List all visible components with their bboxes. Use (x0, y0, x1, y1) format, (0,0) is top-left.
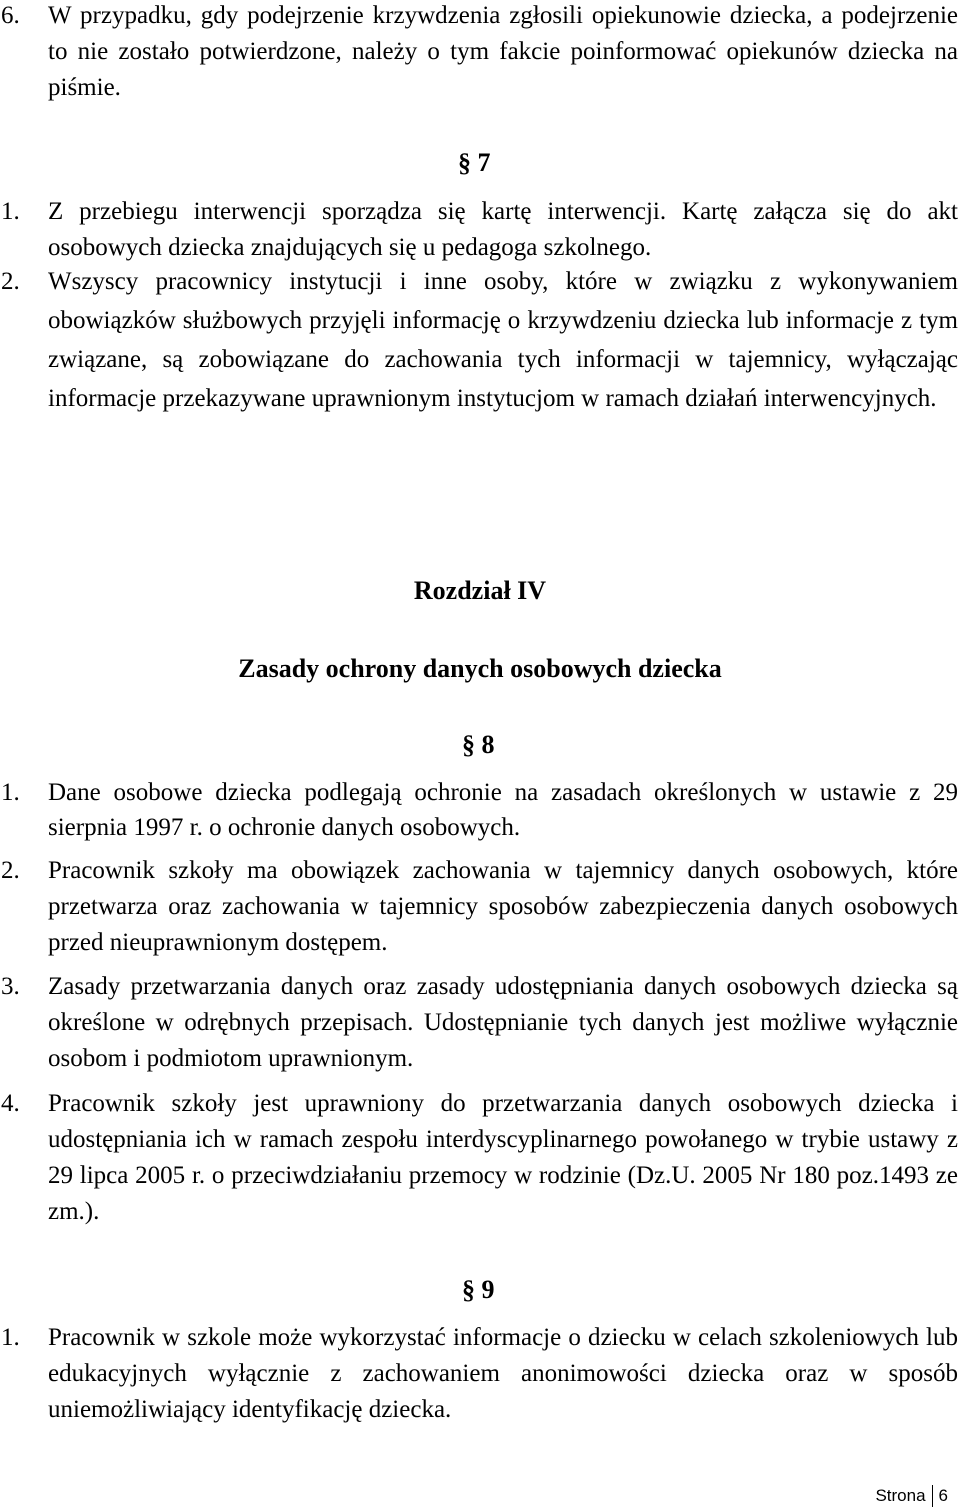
item-number: 4. (1, 1090, 20, 1117)
section-7-item-1 (0, 194, 958, 266)
paragraph-text: W przypadku, gdy podejrzenie krzywdzenia zgłosili opiekunowie dziecka, a podejrzenie to nie zostało potwierdzone, należy o tym fakcie poinformować opiekunów dziecka na piśmie. (48, 2, 958, 101)
item-text: Z przebiegu interwencji sporządza się kartę interwencji. Kartę załącza się do akt osobowych dziecka znajdujących się u pedagoga szkolnego. (48, 198, 958, 261)
item-number: 2. (1, 268, 20, 295)
paragraph-6 (0, 0, 958, 106)
section-7-item-2 (0, 262, 958, 418)
section-8-item-4 (0, 1086, 958, 1230)
paragraph-number: 6. (1, 2, 20, 29)
section-8-item-1 (0, 775, 958, 845)
item-number: 2. (1, 857, 20, 884)
item-number: 1. (1, 198, 20, 225)
item-text: Pracownik szkoły ma obowiązek zachowania w tajemnicy danych osobowych, które przetwarza oraz zachowania w tajemnicy sposobów zabezpieczenia danych osobowych przed nieuprawnionym dostępem. (48, 857, 958, 956)
item-text: Pracownik szkoły jest uprawniony do przetwarzania danych osobowych dziecka i udostępniania ich w ramach zespołu interdyscyplinarnego powołanego w trybie ustawy z 29 lipca 2005 r. o przeciwdziałaniu przemocy w rodzinie (Dz.U. 2005 Nr 180 poz.1493 ze zm.). (48, 1090, 958, 1225)
section-mark-8: § 8 (462, 730, 495, 759)
section-mark-9: § 9 (462, 1275, 495, 1304)
item-number: 1. (1, 1324, 20, 1351)
section-9-item-1 (0, 1320, 958, 1428)
item-text: Wszyscy pracownicy instytucji i inne osoby, które w związku z wykonywaniem obowiązków służbowych przyjęli informację o krzywdzeniu dziecka lub informacje z tym związane, są zobowiązane do zachowania tych informacji w tajemnicy, wyłączając informacje przekazywane uprawnionym instytucjom w ramach działań interwencyjnych. (48, 268, 958, 412)
page-footer (875, 1485, 948, 1507)
item-number: 1. (1, 779, 20, 806)
footer-divider (932, 1485, 933, 1507)
item-text: Pracownik w szkole może wykorzystać informacje o dziecku w celach szkoleniowych lub edukacyjnych wyłącznie z zachowaniem anonimowości dziecka oraz w sposób uniemożliwiający identyfikację dziecka. (48, 1324, 958, 1423)
section-mark-7: § 7 (458, 148, 491, 177)
item-text: Zasady przetwarzania danych oraz zasady udostępniania danych osobowych dziecka są określone w odrębnych przepisach. Udostępnianie tych danych jest możliwe wyłącznie osobom i podmiotom uprawnionym. (48, 973, 958, 1072)
chapter-title: Zasady ochrony danych osobowych dziecka (238, 654, 722, 683)
item-number: 3. (1, 973, 20, 1000)
page-number: 6 (938, 1486, 948, 1505)
section-8-item-3 (0, 969, 958, 1077)
chapter-heading: Rozdział IV (413, 576, 547, 605)
item-text: Dane osobowe dziecka podlegają ochronie na zasadach określonych w ustawie z 29 sierpnia 1997 r. o ochronie danych osobowych. (48, 779, 958, 841)
page-label: Strona (875, 1486, 926, 1505)
section-8-item-2 (0, 853, 958, 961)
